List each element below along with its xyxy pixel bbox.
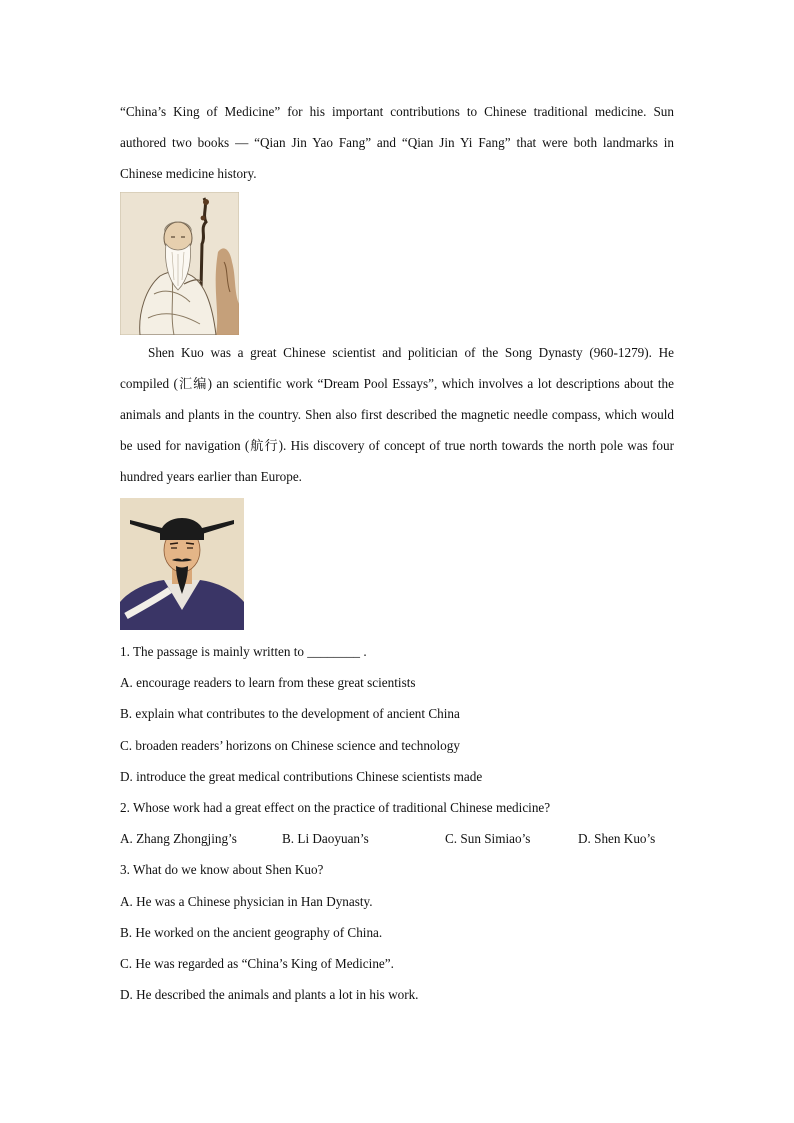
document-page (120, 96, 674, 1010)
question-3-option-b[interactable]: B. He worked on the ancient geography of China. (120, 924, 383, 940)
question-2-option-d[interactable]: D. Shen Kuo’s (578, 831, 656, 847)
question-1-option-b[interactable]: B. explain what contributes to the development of ancient China (120, 706, 460, 722)
question-2-options (120, 823, 674, 854)
question-3-option-d[interactable]: D. He described the animals and plants a lot in his work. (120, 987, 419, 1003)
passage-paragraph-shen-kuo: Shen Kuo was a great Chinese scientist and politician of the Song Dynasty (960-1279). He compiled (汇编) an scientific work “Dream Pool Essays”, which involves a lot descriptions about the animals and plants in the country. Shen also first described the magnetic needle compass, which would be used for navigation (航行). His discovery of concept of true north towards the north pole was four hundred years earlier than Europe. (120, 345, 674, 484)
question-1-stem: 1. The passage is mainly written to ________ . (120, 644, 367, 659)
question-2-option-b[interactable]: B. Li Daoyuan’s (282, 831, 369, 847)
question-1-option-a[interactable]: A. encourage readers to learn from these great scientists (120, 675, 416, 691)
question-2-option-a[interactable]: A. Zhang Zhongjing’s (120, 831, 237, 847)
question-3-option-c[interactable]: C. He was regarded as “China’s King of Medicine”. (120, 956, 394, 972)
question-2-stem: 2. Whose work had a great effect on the practice of traditional Chinese medicine? (120, 800, 551, 816)
portrait-shen-kuo (120, 498, 244, 630)
portrait-sun-simiao (120, 192, 239, 335)
question-3-stem: 3. What do we know about Shen Kuo? (120, 862, 324, 878)
question-1-option-d[interactable]: D. introduce the great medical contributions Chinese scientists made (120, 768, 483, 784)
passage-paragraph-sun-simiao: “China’s King of Medicine” for his important contributions to Chinese traditional medicine. Sun authored two books — “Qian Jin Yao Fang” and “Qian Jin Yi Fang” that were both landmarks in Chinese medicine history. (120, 104, 674, 181)
question-2-option-c[interactable]: C. Sun Simiao’s (445, 831, 531, 847)
question-3-option-a[interactable]: A. He was a Chinese physician in Han Dynasty. (120, 893, 373, 909)
question-1-option-c[interactable]: C. broaden readers’ horizons on Chinese science and technology (120, 737, 460, 753)
